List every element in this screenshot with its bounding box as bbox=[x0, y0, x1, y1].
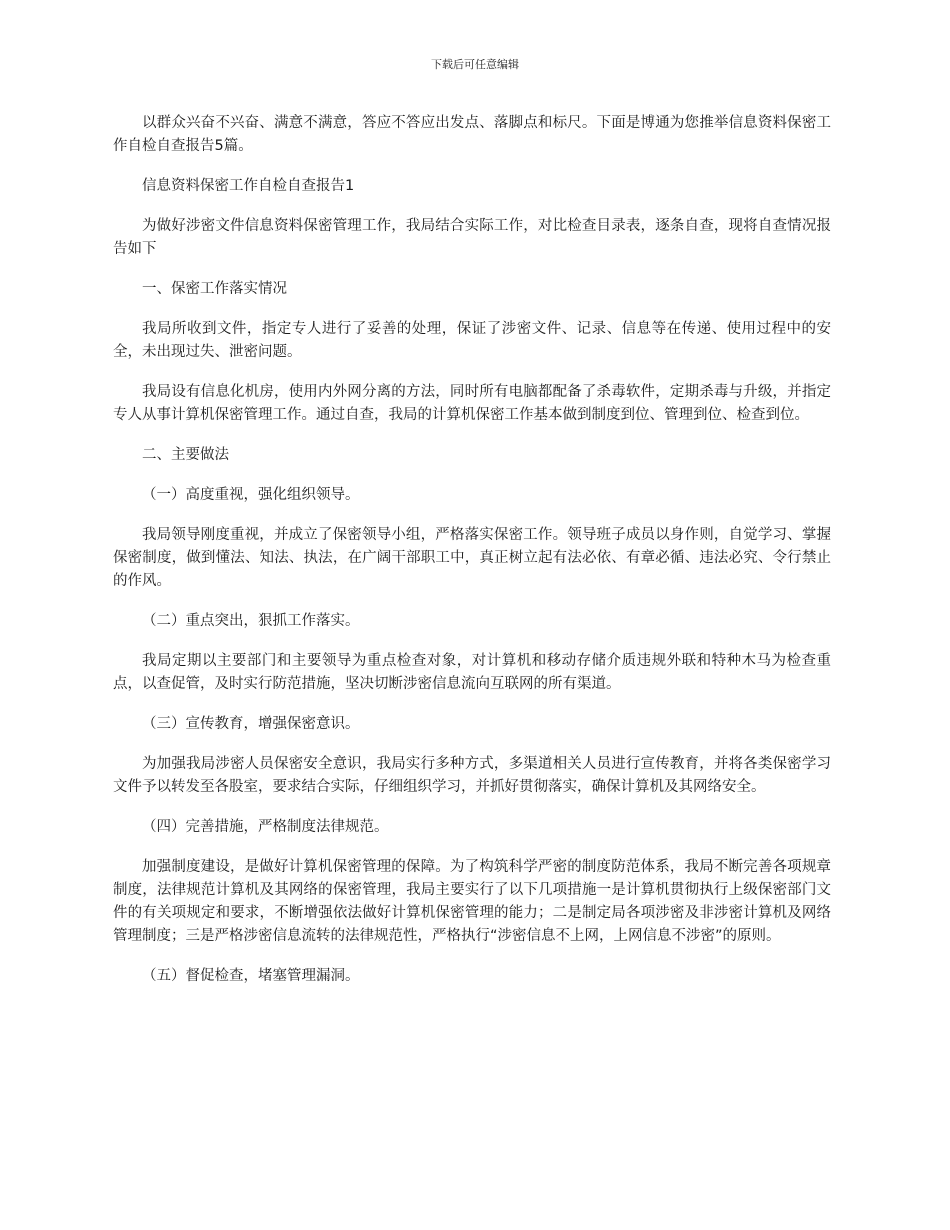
subsection-heading: （五）督促检查，堵塞管理漏洞。 bbox=[142, 968, 360, 984]
paragraph: 加强制度建设，是做好计算机保密管理的保障。为了构筑科学严密的制度防范体系，我局不断完善各项规章制度，法律规范计算机及其网络的保密管理，我局主要实行了以下几项措施一是计算机贯彻执行上级保密部门文件的有关项规定和要求，不断增强依法做好计算机保密管理的能力；二是制定局各项涉密及非涉密计算机及网络管理制度；三是严格涉密信息流转的法律规范性，严格执行“涉密信息不上网，上网信息不涉密”的原则。 bbox=[113, 859, 831, 944]
paragraph: 我局定期以主要部门和主要领导为重点检查对象，对计算机和移动存储介质违规外联和特种木马为检查重点，以查促管，及时实行防范措施，坚决切断涉密信息流向互联网的所有渠道。 bbox=[113, 653, 831, 692]
intro-paragraph: 以群众兴奋不兴奋、满意不满意，答应不答应出发点、落脚点和标尺。下面是博通为您推举信息资料保密工作自检自查报告5篇。 bbox=[113, 115, 831, 154]
section-heading: 一、保密工作落实情况 bbox=[142, 281, 287, 297]
report-title: 信息资料保密工作自检自查报告1 bbox=[142, 178, 355, 194]
paragraph: 为做好涉密文件信息资料保密管理工作，我局结合实际工作，对比检查目录表，逐条自查，现将自查情况报告如下 bbox=[113, 218, 831, 257]
document-body bbox=[113, 112, 831, 988]
paragraph: 我局设有信息化机房，使用内外网分离的方法，同时所有电脑都配备了杀毒软件，定期杀毒与升级，并指定专人从事计算机保密管理工作。通过自查，我局的计算机保密工作基本做到制度到位、管理到位、检查到位。 bbox=[113, 384, 831, 423]
paragraph: 为加强我局涉密人员保密安全意识，我局实行多种方式，多渠道相关人员进行宣传教育，并将各类保密学习文件予以转发至各股室，要求结合实际，仔细组织学习，并抓好贯彻落实，确保计算机及其网络安全。 bbox=[113, 756, 831, 795]
page-header: 下载后可任意编辑 bbox=[431, 58, 519, 71]
paragraph: 我局领导刚度重视，并成立了保密领导小组，严格落实保密工作。领导班子成员以身作则，自觉学习、掌握保密制度，做到懂法、知法、执法，在广阔干部职工中，真正树立起有法必依、有章必循、违法必究、令行禁止的作风。 bbox=[113, 527, 831, 589]
subsection-heading: （三）宣传教育，增强保密意识。 bbox=[142, 716, 360, 732]
section-heading: 二、主要做法 bbox=[142, 447, 229, 463]
subsection-heading: （四）完善措施，严格制度法律规范。 bbox=[142, 819, 389, 835]
paragraph: 我局所收到文件，指定专人进行了妥善的处理，保证了涉密文件、记录、信息等在传递、使用过程中的安全，未出现过失、泄密问题。 bbox=[113, 321, 831, 360]
subsection-heading: （一）高度重视，强化组织领导。 bbox=[142, 487, 360, 503]
subsection-heading: （二）重点突出，狠抓工作落实。 bbox=[142, 613, 360, 629]
